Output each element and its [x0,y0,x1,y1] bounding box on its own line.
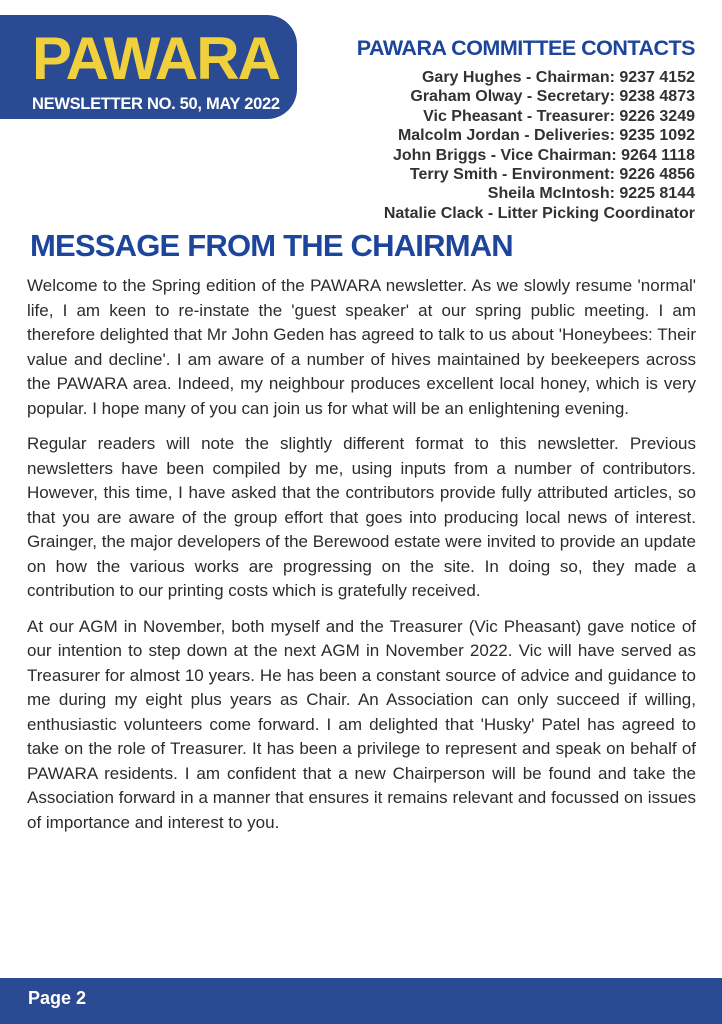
contact-entry: Sheila McIntosh: 9225 8144 [487,185,695,203]
chairman-message-article [27,228,696,846]
committee-contacts-title: PAWARA COMMITTEE CONTACTS [356,36,695,60]
article-paragraph: Regular readers will note the slightly different format to this newsletter. Previous newsletters have been compiled by me, using inputs from a number of contributors. However, this time, I have asked that the contributors provide fully attributed articles, so that you are aware of the group effort that goes into producing local news of interest. Grainger, the major developers of the Berewood estate were invited to provide an update on how the various works are progressing on the site. In doing so, they made a contribution to our printing costs which is gratefully received. [27,434,696,600]
contact-entry: Natalie Clack - Litter Picking Coordinator [383,204,695,222]
masthead-banner [0,15,297,119]
contact-entry: Terry Smith - Environment: 9226 4856 [409,166,695,184]
contact-entry: Gary Hughes - Chairman: 9237 4152 [421,69,695,86]
article-heading: MESSAGE FROM THE CHAIRMAN [30,228,513,263]
article-paragraph: At our AGM in November, both myself and the Treasurer (Vic Pheasant) gave notice of our intention to step down at the next AGM in November 2022. Vic will have served as Treasurer for almost 10 years. He has been a constant source of advice and guidance to me during my eight plus years as Chair. An Association can only succeed if willing, enthusiastic volunteers come forward. I am delighted that 'Husky' Patel has agreed to take on the role of Treasurer. It has been a privilege to represent and speak on behalf of PAWARA residents. I am confident that a new Chairperson will be found and take the Association forward in a manner that ensures it remains relevant and focussed on issues of importance and interest to you. [27,616,696,832]
newsletter-issue-subtitle: NEWSLETTER NO. 50, MAY 2022 [32,95,280,113]
contact-entry: Graham Olway - Secretary: 9238 4873 [410,88,695,106]
article-paragraph: Welcome to the Spring edition of the PAWARA newsletter. As we slowly resume 'normal' life, I am keen to re-instate the 'guest speaker' at our spring public meeting. I am therefore delighted that Mr John Geden has agreed to talk to us about 'Honeybees: Their value and decline'. I am aware of a number of hives maintained by beekeepers across the PAWARA area. Indeed, my neighbour produces excellent local honey, which is very popular. I hope many of you can join us for what will be an enlightening evening. [27,276,696,418]
contact-entry: Malcolm Jordan - Deliveries: 9235 1092 [397,127,695,145]
newsletter-logo-title: PAWARA [32,25,279,92]
page-footer-bar [0,978,722,1024]
contact-entry: John Briggs - Vice Chairman: 9264 1118 [392,146,695,164]
article-body [27,274,696,835]
page-number-label: Page 2 [28,987,87,1008]
committee-contacts-block [275,36,695,223]
contact-entry: Vic Pheasant - Treasurer: 9226 3249 [423,107,695,125]
